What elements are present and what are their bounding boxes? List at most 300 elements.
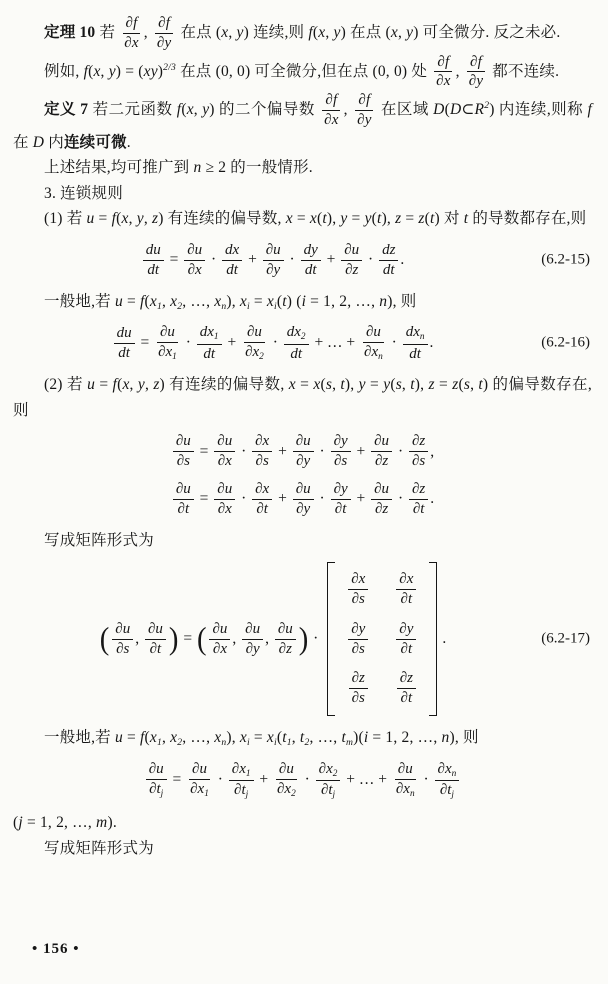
text-run: dt [147,261,160,278]
fraction [396,571,416,608]
text-run: ∂z [374,453,389,470]
math-variable: t [430,210,435,228]
denominator [433,72,453,90]
text-run: , [161,292,171,310]
fraction [361,324,386,362]
denominator [155,343,180,362]
text-run: = 1, 2, …, [22,814,97,832]
text-run: ( [444,101,450,119]
superscript: 2/3 [163,61,177,73]
numerator [409,433,428,452]
text-run: ∂x [395,781,410,798]
equation-number: (6.2-15) [541,251,590,268]
text-run: ∂s [351,640,365,657]
fraction [393,761,418,799]
text-run: ( [88,62,94,80]
text-run: ∂x [277,781,292,798]
text-run: ) 的二个偏导数 [209,101,320,119]
text-run: ∂u [374,481,390,498]
denominator [342,261,361,279]
fraction [371,433,392,470]
text-run: ), 则 [449,728,479,746]
text-run: ∂u [397,761,413,778]
text-run: + [352,490,370,508]
text-run: ∂f [437,53,450,70]
paragraph [13,372,592,423]
text-run: + [322,251,340,269]
text-run: dt [409,345,421,362]
text-run: ∂x [212,640,227,657]
denominator [398,640,416,658]
fraction [466,54,486,91]
fraction [409,481,428,518]
equation-body [171,480,434,519]
text-run: ∂x [217,453,232,470]
text-run: ∂s [411,453,426,470]
text-run: . [126,133,131,151]
denominator [144,261,162,279]
text-run: ∂y [468,73,484,90]
text-run: ∂x [158,344,173,361]
math-variable: x [266,292,274,310]
numerator [293,481,314,500]
math-variable: n [379,292,388,310]
denominator [287,345,305,363]
text-run: 一般地,若 [44,728,115,746]
text-run: ), [226,728,240,746]
text-run: ∂s [116,640,130,657]
text-run: ∂x [436,73,451,90]
numerator [155,15,173,34]
denominator [276,640,295,658]
math-variable: z [452,376,459,394]
math-variable: t [341,728,346,746]
subscript: i [274,300,277,312]
text-run: ∂u [217,433,233,450]
fraction [252,433,272,470]
math-variable: y [136,210,144,228]
math-variable: u [86,210,95,228]
denominator [349,640,368,658]
paragraph [13,528,592,554]
numerator [395,761,416,780]
fraction [348,571,368,608]
equation-body [141,241,405,280]
numerator [409,481,428,500]
text-run: ∂t [400,690,413,707]
text-run: ), [226,292,240,310]
math-variable: f [308,23,313,41]
numerator [467,54,485,73]
text-run: ∂x [231,760,246,777]
fraction [184,242,205,279]
numerator [263,242,284,261]
text-run: ( [276,292,283,310]
text-run: = [95,376,113,394]
text-run: ∂y [245,640,260,657]
numerator [276,761,297,780]
text-run: · [387,334,401,352]
fraction [354,92,374,129]
text-run: , [455,62,464,80]
math-variable: t [282,728,287,746]
math-variable: t [299,728,305,746]
math-variable: x [309,210,317,228]
math-variable: x [149,292,157,310]
math-variable: x [239,728,247,746]
numerator [396,621,416,640]
text-run: = [365,376,384,394]
fraction [349,670,368,707]
text-run: + [223,334,241,352]
text-run: , [291,728,300,746]
fraction [114,325,135,362]
text-run: + … + [342,771,391,789]
denominator [380,261,398,279]
text-run: ) 连续,则 [243,23,309,41]
equation [13,562,592,716]
fraction [348,621,368,658]
paragraph [13,155,592,181]
numerator [146,761,167,780]
text-run: + … + [310,334,360,352]
math-variable: z [418,210,425,228]
denominator [410,500,428,518]
denominator [263,261,283,279]
numerator [396,571,416,590]
math-variable: D [32,133,45,151]
denominator [361,343,386,362]
text-run: ∂t [149,640,162,657]
fraction [409,433,428,470]
fraction [146,761,167,799]
text-run: ∂u [245,620,261,637]
text-run: ( [424,210,431,228]
denominator [409,452,428,470]
math-variable: f [140,728,145,746]
numerator [355,92,373,111]
text-run: ( [144,728,150,746]
text-run: , [470,376,479,394]
math-variable: x [93,62,101,80]
equation-body [144,760,462,801]
numerator [284,324,309,344]
text-run: · [419,771,433,789]
denominator [354,111,374,129]
text-run: = [165,251,183,269]
text-run: · [207,251,221,269]
text-run: 在区域 [376,101,434,119]
subscript: j [245,789,249,800]
equation [13,432,592,471]
fraction [154,15,174,52]
equation [13,760,592,801]
text-run: + [274,490,291,508]
denominator [349,689,368,707]
text-run: . [429,334,434,352]
text-run: · [181,334,195,352]
subscript: n [221,736,227,748]
text-run: ∂y [156,34,172,51]
text-run: ). [107,814,117,832]
text-run: ∂x [399,571,414,588]
text-run: dx [286,324,301,341]
text-run: ∂u [115,620,131,637]
text-run: dt [203,345,215,362]
subscript: 1 [213,332,219,343]
text-run: ∂f [158,15,171,31]
numerator [214,433,235,452]
text-run: ∂u [344,242,360,259]
denominator [253,500,271,518]
text-run: = [94,210,112,228]
text-run: 在点 (0, 0) 可全微分,但在点 (0, 0) 处 [176,62,432,80]
text-run: ∂x [187,261,202,278]
numerator [114,325,135,344]
numerator [341,242,362,261]
text-run: dx [405,324,420,341]
numerator [173,433,194,452]
fraction [284,324,309,362]
text-run: ∂t [412,500,425,517]
numerator [293,433,314,452]
numerator [145,621,166,640]
denominator [393,780,418,799]
text-run: ∂u [175,481,191,498]
text-run: ∂x [364,344,379,361]
text-run: ∂u [277,620,293,637]
denominator [175,500,193,518]
numerator [435,761,460,781]
numerator [184,242,205,261]
fraction [331,433,351,470]
fraction [293,481,314,518]
text-run: ∂y [351,620,366,637]
text-run: du [145,242,161,259]
text-run: · [394,490,407,508]
text-run: ∂x [255,481,270,498]
denominator [185,261,205,279]
text-run: ∂y [399,620,414,637]
text-run: ∂f [470,53,482,70]
text-run: , [430,442,435,460]
text-run: ∂y [357,111,372,128]
subscript: j [160,788,164,799]
text-run: , [100,62,109,80]
text-run: 的导数都存在,则 [468,210,587,228]
denominator [243,640,263,658]
text-run: ∂u [187,242,203,259]
text-run: . [442,630,447,648]
text-run: ) 有连续的偏导数, [159,376,289,394]
math-variable: z [153,376,160,394]
numerator [434,54,452,73]
denominator [406,345,424,363]
math-variable: y [358,376,366,394]
numerator [229,761,254,781]
equation [13,241,592,280]
text-run: = 1, 2, …, [306,292,380,310]
text-run: ) 对 [434,210,464,228]
math-variable: t [322,210,327,228]
math-variable: i [301,292,307,310]
text-run: ∂y [296,500,311,517]
numerator [349,670,368,689]
text-run: ∂s [333,453,348,470]
text-run: · [285,251,299,269]
text-run: ∂s [255,453,269,470]
bold-text: 连续可微 [63,133,127,151]
text-run: ∂x [324,111,339,128]
denominator [293,500,313,518]
math-variable: x [214,292,222,310]
text-run: ∂u [246,324,262,341]
math-variable: x [390,23,398,41]
text-run: , [228,23,237,41]
denominator [331,452,350,470]
math-variable: x [122,376,130,394]
subscript: n [221,300,227,312]
text-run: 例如, [44,62,84,80]
text-run: = [195,490,213,508]
text-run: ) [157,62,164,80]
text-run: 若二元函数 [88,101,177,119]
math-variable: x [288,376,296,394]
math-variable: s [325,376,333,394]
text-run: ∂s [351,690,365,707]
denominator [321,111,341,129]
paragraph [13,14,592,53]
denominator [154,34,174,52]
numerator [157,324,178,343]
text-run: , [161,728,171,746]
numerator [123,15,141,34]
text-run: 内 [44,133,64,151]
denominator [398,590,416,608]
math-variable: x [170,728,178,746]
math-variable: y [383,376,391,394]
text-run: du [116,325,132,342]
math-variable: f [112,376,118,394]
fraction [341,242,362,279]
text-run: ( [13,814,19,832]
subscript: i [246,736,250,748]
math-variable: y [340,210,348,228]
text-run: ∂u [160,324,175,341]
text-run: ( [181,101,187,119]
denominator [115,344,133,362]
paragraph [13,725,592,751]
subscript: 2 [177,300,183,312]
matrix [327,562,437,716]
text-run: ∂x [245,344,260,361]
bold-text: 定理 10 [44,23,96,41]
matrix-cell [346,620,370,659]
text-run: ) = ( [115,62,144,80]
text-run: ) ( [286,292,302,310]
math-variable: R [474,101,485,119]
text-run: ∂y [333,433,348,450]
math-variable: x [313,376,321,394]
math-variable: i [363,728,369,746]
text-run: ∂u [295,433,311,450]
text-run: + [274,442,291,460]
numerator [301,242,321,261]
denominator [231,781,251,800]
subscript: 2 [332,768,338,779]
subscript: 1 [245,768,251,779]
text-run: ( [276,728,283,746]
math-variable: n [441,728,450,746]
numerator [379,242,398,261]
text-run: dy [303,242,318,259]
math-variable: t [282,292,287,310]
text-run: , [325,23,334,41]
math-variable: x [285,210,293,228]
fraction [229,761,254,800]
math-variable: x [318,23,326,41]
numerator [143,242,164,261]
math-variable: x [214,728,222,746]
denominator [215,452,235,470]
text-run: · [300,771,314,789]
text-run: ), [326,210,341,228]
paragraph [13,836,592,862]
fraction [145,621,166,658]
text-run: dz [382,242,396,259]
text-run: , [129,376,138,394]
text-run: = [136,334,154,352]
matrix-cell [346,669,370,708]
text-run: 在点 ( [176,23,222,41]
denominator [113,640,132,658]
numerator [197,324,222,344]
math-variable: x [149,728,157,746]
text-run: ∂t [149,781,161,798]
text-run: . [430,490,435,508]
text-run: ∂z [351,670,365,687]
text-run: ∂t [400,640,413,657]
denominator [398,689,416,707]
math-variable: n [193,159,202,177]
superscript: 2 [484,100,490,112]
fraction [321,92,341,129]
subscript: 2 [291,788,296,799]
text-run: · [237,442,251,460]
text-run: ∂x [255,433,270,450]
numerator [112,621,133,640]
fraction [403,324,428,362]
text-run: · [315,442,329,460]
text-run: ∂x [124,34,139,51]
text-run: = [195,442,213,460]
denominator [210,640,230,658]
subscript: 1 [172,351,177,362]
text-run: 一般地,若 [44,292,115,310]
text-run: 在 [13,133,33,151]
fraction [293,433,314,470]
text-run: dx [199,324,214,341]
text-run: = [122,292,140,310]
fraction [263,242,284,279]
paragraph [13,91,592,155]
numerator [348,571,368,590]
text-run: ) 内连续,则称 [489,101,588,119]
text-run: 若 [95,23,120,41]
text-run: ∂z [411,481,426,498]
text-run: = [434,376,453,394]
denominator [372,452,391,470]
